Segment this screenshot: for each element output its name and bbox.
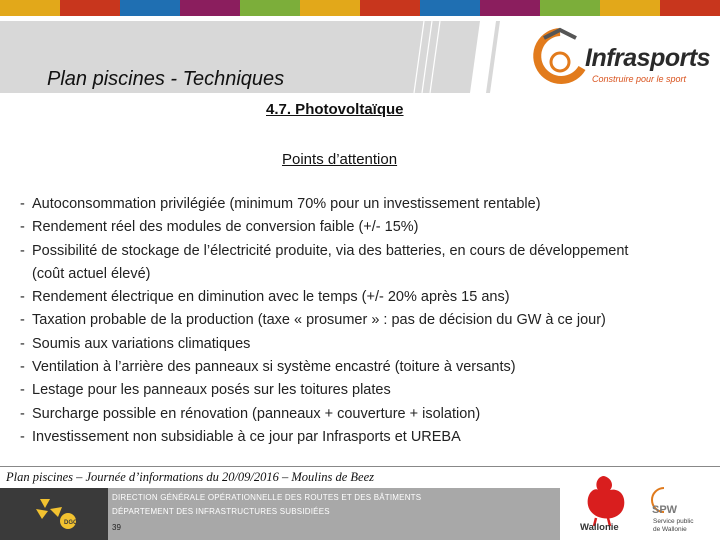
footer-caption: Plan piscines – Journée d’informations du 20/09/2016 – Moulins de Beez xyxy=(6,470,375,484)
logo-name: Infrasports xyxy=(585,44,711,72)
list-item: - Investissement non subsidiable à ce jour par Infrasports et UREBA xyxy=(20,428,461,445)
list-item: - Surcharge possible en rénovation (panneaux + couverture + isolation) xyxy=(20,405,481,422)
stripe-segment xyxy=(480,0,540,16)
list-item: - Possibilité de stockage de l’électricité produite, via des batteries, en cours de développement (coût actuel élevé) xyxy=(20,240,710,287)
list-item-text: Lestage pour les panneaux posés sur les toitures plates xyxy=(32,382,391,399)
infrasports-logo xyxy=(530,24,710,94)
stripe-segment xyxy=(0,0,60,16)
stripe-segment xyxy=(420,0,480,16)
decorative-lines xyxy=(400,21,510,93)
top-color-stripe xyxy=(0,0,720,16)
stripe-segment xyxy=(240,0,300,16)
list-item: - Rendement électrique en diminution avec le temps (+/- 20% après 15 ans) xyxy=(20,289,510,306)
list-item-text: Taxation probable de la production (taxe « prosumer » : pas de décision du GW à ce jour) xyxy=(32,312,606,329)
page-title: Plan piscines - Techniques xyxy=(47,68,285,90)
page-number: 39 xyxy=(112,523,121,532)
list-item: - Ventilation à l’arrière des panneaux si système encastré (toiture à versants) xyxy=(20,359,516,376)
list-item-continuation: (coût actuel élevé) xyxy=(32,265,151,282)
stripe-segment xyxy=(60,0,120,16)
list-item-text: Autoconsommation privilégiée (minimum 70% pour un investissement rentable) xyxy=(32,196,541,212)
direction-line-2: DÉPARTEMENT DES INFRASTRUCTURES SUBSIDIÉES xyxy=(112,507,330,516)
section-title: 4.7. Photovoltaïque xyxy=(266,101,404,118)
stripe-segment xyxy=(120,0,180,16)
dgo-label: DGO 1 xyxy=(64,520,83,526)
list-item: - Soumis aux variations climatiques xyxy=(20,335,251,352)
list-item-text: Rendement réel des modules de conversion faible (+/- 15%) xyxy=(32,219,419,236)
list-item-text: Rendement électrique en diminution avec le temps (+/- 20% après 15 ans) xyxy=(32,289,510,306)
footer-divider xyxy=(0,466,720,467)
spw-subtitle: Service public de Wallonie xyxy=(653,518,694,533)
stripe-segment xyxy=(360,0,420,16)
logo-tagline: Construire pour le sport xyxy=(592,74,687,84)
stripe-segment xyxy=(180,0,240,16)
dgo-logo-icon xyxy=(28,495,88,531)
wallonie-label: Wallonie xyxy=(580,522,619,533)
points-title: Points d’attention xyxy=(282,151,398,168)
list-item: - Lestage pour les panneaux posés sur les toitures plates xyxy=(20,382,391,399)
list-item: - Autoconsommation privilégiée (minimum 70% pour un investissement rentable) xyxy=(20,196,541,212)
header-band xyxy=(0,21,510,93)
list-item: - Taxation probable de la production (taxe « prosumer » : pas de décision du GW à ce jour) xyxy=(20,312,606,329)
stripe-segment xyxy=(660,0,720,16)
list-item-text: Investissement non subsidiable à ce jour par Infrasports et UREBA xyxy=(32,428,461,445)
list-item: - Rendement réel des modules de conversion faible (+/- 15%) xyxy=(20,219,419,236)
infrasports-emblem-icon xyxy=(530,24,590,94)
spw-label: SPW xyxy=(652,504,678,516)
list-item-text: Soumis aux variations climatiques xyxy=(32,335,251,352)
list-item-text: Ventilation à l’arrière des panneaux si système encastré (toiture à versants) xyxy=(32,359,516,376)
stripe-segment xyxy=(300,0,360,16)
list-item-text: Possibilité de stockage de l’électricité produite, via des batteries, en cours de développement xyxy=(32,242,629,259)
list-item-text: Surcharge possible en rénovation (panneaux + couverture + isolation) xyxy=(32,405,481,422)
direction-line-1: DIRECTION GÉNÉRALE OPÉRATIONNELLE DES ROUTES ET DES BÂTIMENTS xyxy=(112,493,422,502)
stripe-segment xyxy=(540,0,600,16)
attention-points-list xyxy=(20,193,710,449)
stripe-segment xyxy=(600,0,660,16)
